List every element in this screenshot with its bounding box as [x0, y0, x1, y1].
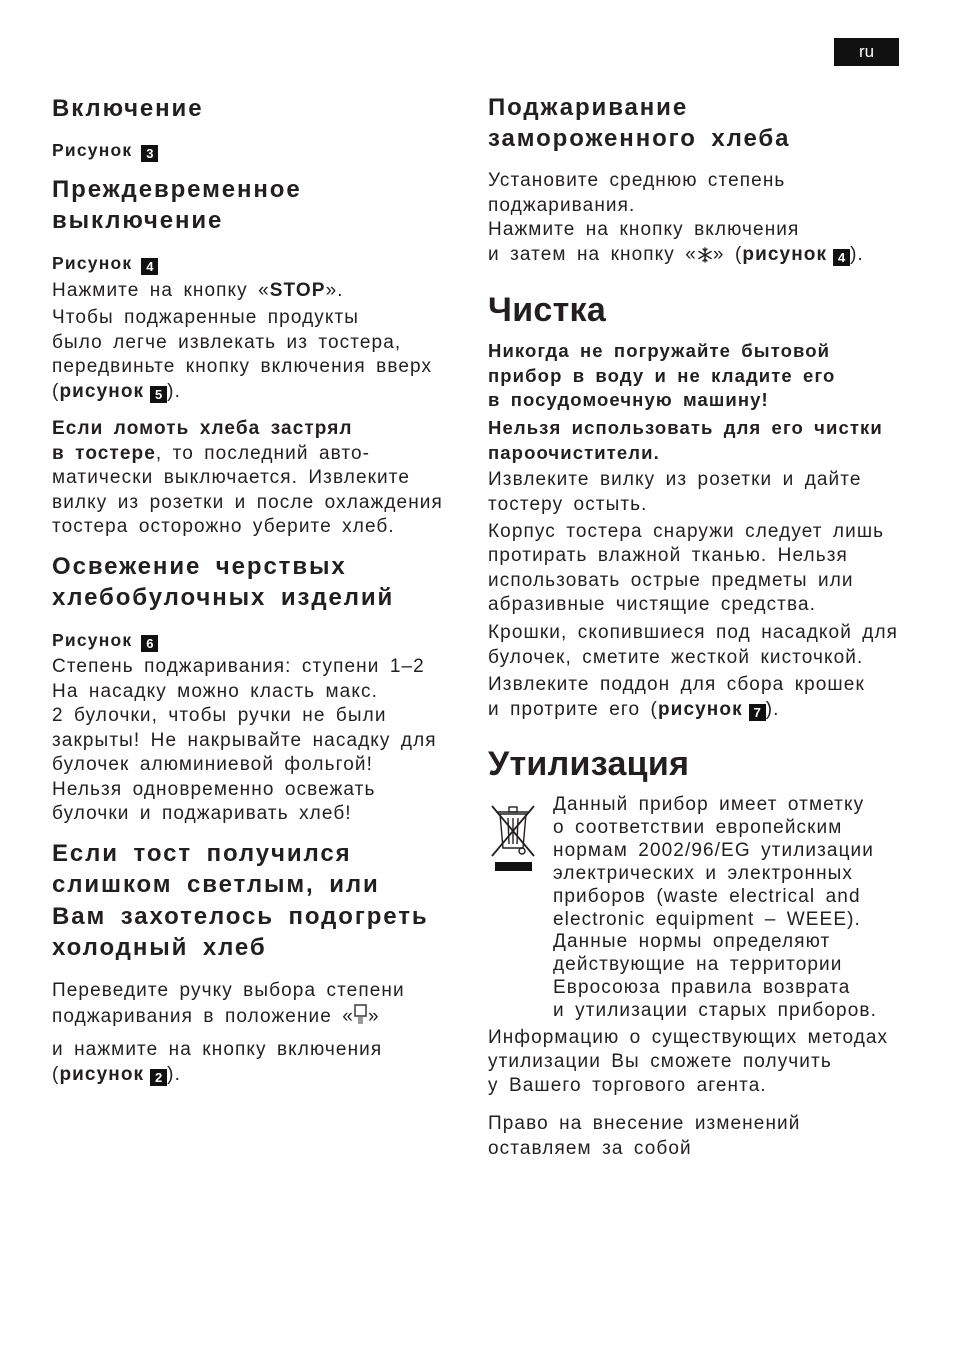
paragraph-disposal-info: Информацию о существующих методах утилизации Вы сможете получить у Вашего торгового агента. — [488, 1027, 889, 1096]
text: Извлеките поддон для сбора крошек и протрите его ( — [488, 674, 865, 720]
figure-ref-label: рисунок — [59, 1064, 145, 1085]
text: Установите среднюю степень поджаривания. Нажмите на кнопку включения и затем на кнопку « — [488, 170, 800, 265]
paragraph-crumbs: Крошки, скопившиеся под насадкой для булочек, сметите жесткой кисточкой. — [488, 622, 899, 668]
paragraph-frozen — [488, 169, 908, 270]
paragraph-bread-stuck — [52, 417, 462, 540]
figure-ref-6 — [52, 630, 462, 652]
language-badge: ru — [834, 38, 899, 66]
figure-label: Рисунок — [52, 630, 133, 650]
snowflake-icon — [697, 246, 713, 271]
text: ). — [765, 698, 780, 720]
figure-ref-label: рисунок — [657, 698, 743, 720]
heading-frozen-bread: Поджаривание замороженного хлеба — [488, 94, 791, 152]
text: » — [367, 1006, 380, 1027]
figure-number-badge: 4 — [141, 258, 158, 275]
text: Чтобы поджаренные продукты было легче извлекать из тостера, передвиньте кнопку включения вверх ( — [52, 307, 433, 402]
heading-cleaning: Чистка — [488, 291, 607, 329]
figure-ref-4 — [52, 253, 462, 275]
paragraph-weee: Данный прибор имеет отметку о соответствии европейским нормам 2002/96/EG утилизации электрических и электронных приборов (waste electrical and electronic equipment – WEEE). Данные нормы определяют действующие на территории Евросоюза правила возврата и утилизации старых приборов. — [553, 794, 877, 1022]
warning-no-water: Никогда не погружайте бытовой прибор в воду и не кладите его в посудомоечную машину! — [488, 340, 836, 410]
figure-number-badge: 3 — [141, 145, 158, 162]
figure-number-badge: 7 — [749, 704, 766, 721]
figure-number-badge: 5 — [150, 386, 167, 403]
paragraph-wipe-housing: Корпус тостера снаружи следует лишь протирать влажной тканью. Нельзя использовать острые предметы или абразивные чистящие средства. — [488, 521, 885, 615]
figure-label: Рисунок — [52, 140, 133, 160]
paragraph-press-stop — [52, 279, 462, 304]
warning-no-steam: Нельзя использовать для его чистки пароочистители. — [488, 417, 883, 463]
text: Переведите ручку выбора степени поджаривания в положение « — [52, 980, 405, 1027]
paragraph-rights-reserved: Право на внесение изменений оставляем за собой — [488, 1113, 801, 1159]
paragraph-unplug: Извлеките вилку из розетки и дайте тостеру остыть. — [488, 469, 862, 515]
figure-ref-label: рисунок — [59, 380, 145, 402]
heading-switch-on: Включение — [52, 95, 204, 122]
paragraph-crumb-tray — [488, 673, 908, 722]
text: » ( — [712, 243, 743, 265]
weee-crossed-bin-icon — [488, 800, 538, 875]
text: , то последний авто- матически выключается. Извлеките вилку из розетки и после охлаждения тостера осторожно уберите хлеб. — [52, 442, 443, 537]
text: ). — [167, 1064, 181, 1085]
figure-number-badge: 2 — [150, 1069, 167, 1086]
paragraph-refresh: Степень поджаривания: ступени 1–2 На насадку можно класть макс. 2 булочки, чтобы ручки не были закрыты! Не накрывайте насадку для булочек алюминиевой фольгой! Нельзя одновременно освежать булочки и поджаривать хлеб! — [52, 656, 437, 824]
paragraph-lift-toast — [52, 306, 462, 404]
figure-number-badge: 4 — [833, 249, 850, 266]
text: ). — [167, 380, 181, 402]
text: и нажмите на кнопку включения ( — [52, 1039, 383, 1085]
heading-refresh: Освежение черствых хлебобулочных изделий — [52, 553, 395, 611]
paragraph-set-dial — [52, 978, 462, 1032]
figure-ref-label: рисунок — [742, 243, 828, 265]
toast-position-icon — [354, 1003, 368, 1032]
text: ). — [850, 243, 864, 265]
bold-text: Если ломоть хлеба застрял в тостере — [52, 418, 353, 464]
figure-label: Рисунок — [52, 253, 133, 273]
heading-light-toast: Если тост получился слишком светлым, или Вам захотелось подогреть холодный хлеб — [52, 840, 429, 961]
text: Нажмите на кнопку « — [52, 280, 270, 301]
figure-number-badge: 6 — [141, 635, 158, 652]
heading-disposal: Утилизация — [488, 745, 690, 783]
paragraph-press-start — [52, 1037, 462, 1087]
heading-early-off: Преждевременное выключение — [52, 176, 302, 234]
text: ». — [325, 280, 344, 301]
figure-ref-3 — [52, 140, 462, 162]
stop-label: STOP — [269, 280, 326, 301]
